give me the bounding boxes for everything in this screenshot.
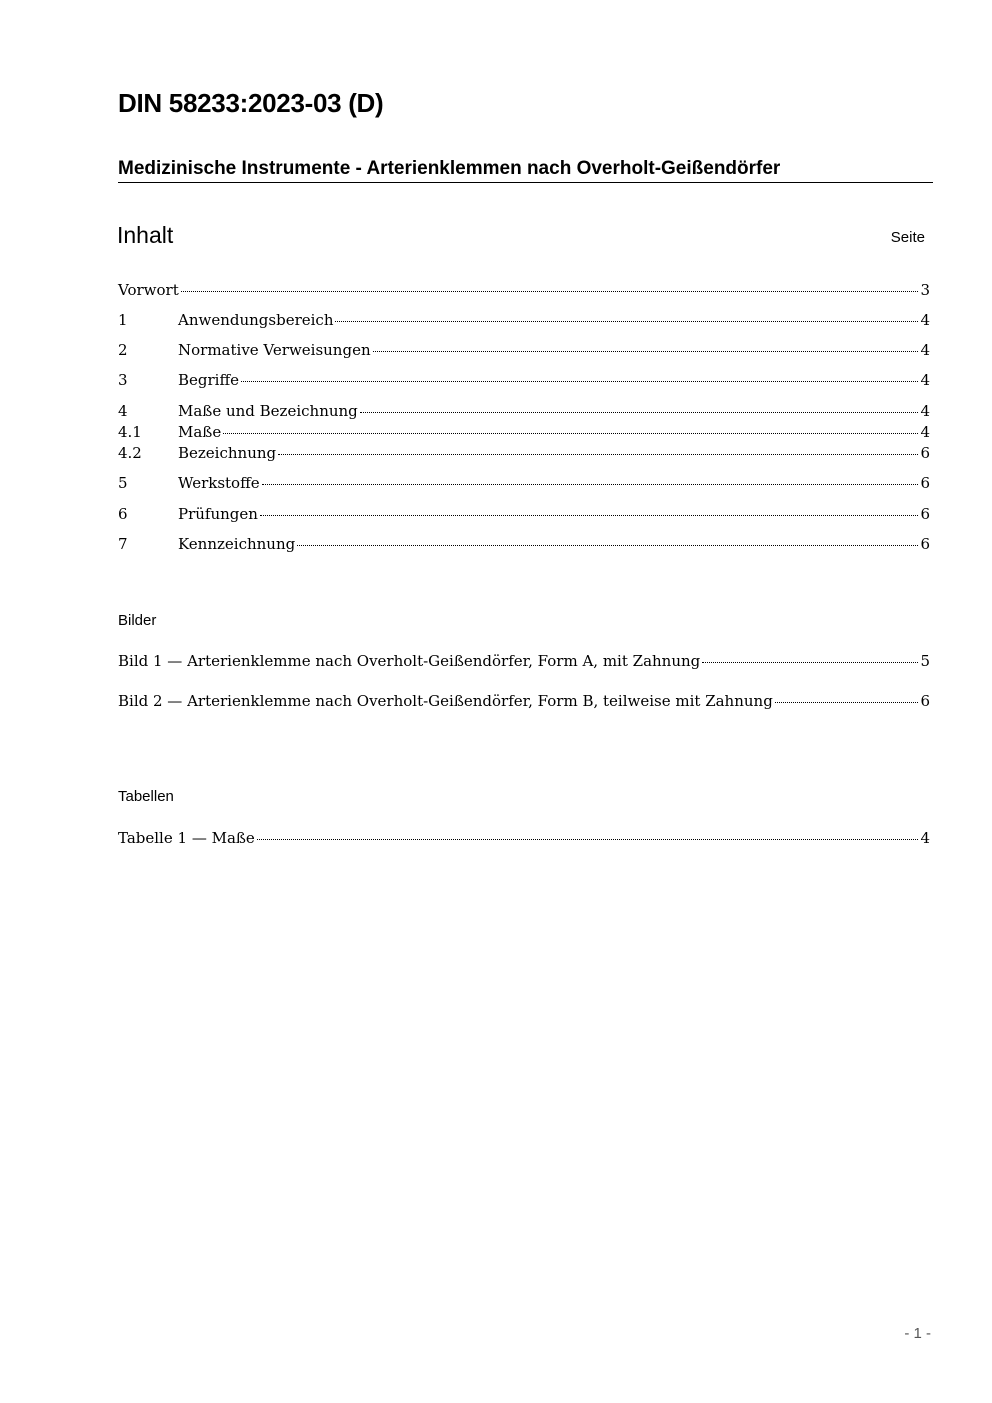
toc-entry-number: 4 <box>118 402 128 420</box>
toc-entry-page: 4 <box>920 402 930 420</box>
toc-entry-title: Bezeichnung <box>178 444 277 462</box>
document-title: Medizinische Instrumente - Arterienklemmen nach Overholt-Geißendörfer <box>118 158 933 183</box>
dot-leader <box>257 839 919 840</box>
toc-entry-number: 1 <box>118 311 128 329</box>
toc-entry-title: Kennzeichnung <box>178 535 296 553</box>
toc-entry-title: Vorwort <box>118 281 179 299</box>
toc-entry-title: Anwendungsbereich <box>178 311 334 329</box>
toc-entry-page: 6 <box>920 444 930 462</box>
figure-entry-2[interactable] <box>118 692 930 710</box>
dot-leader <box>260 515 919 516</box>
toc-entry-page: 6 <box>920 474 930 492</box>
toc-heading: Inhalt <box>117 222 174 248</box>
toc-entry-page: 6 <box>920 505 930 523</box>
toc-entry-title: Prüfungen <box>178 505 258 523</box>
toc-entry-page: 4 <box>920 423 930 441</box>
dot-leader <box>241 381 918 382</box>
toc-entry-5[interactable] <box>118 474 930 492</box>
toc-entry-number: 4.1 <box>118 423 142 441</box>
toc-entry-number: 7 <box>118 535 128 553</box>
document-id: DIN 58233:2023-03 (D) <box>118 88 384 118</box>
toc-entry-page: 6 <box>920 535 930 553</box>
toc-entry-page: 4 <box>920 341 930 359</box>
dot-leader <box>278 454 918 455</box>
toc-entry-title: Begriffe <box>178 371 240 389</box>
figure-entry-1[interactable] <box>118 652 930 670</box>
figures-section-label: Bilder <box>118 612 157 629</box>
tables-section-label: Tabellen <box>118 788 174 805</box>
toc-entry-number: 6 <box>118 505 128 523</box>
table-entry-page: 4 <box>920 829 930 847</box>
table-entry-title: Tabelle 1 — Maße <box>118 829 255 847</box>
toc-entry-4[interactable] <box>118 402 930 420</box>
toc-entry-title: Maße <box>178 423 222 441</box>
dot-leader <box>373 351 919 352</box>
toc-entry-title: Maße und Bezeichnung <box>178 402 358 420</box>
toc-entry-2[interactable] <box>118 341 930 359</box>
toc-entry-6[interactable] <box>118 505 930 523</box>
toc-entry-4-2[interactable] <box>118 444 930 462</box>
dot-leader <box>702 662 918 663</box>
toc-entry-title: Normative Verweisungen <box>178 341 371 359</box>
figure-entry-title: Bild 2 — Arterienklemme nach Overholt-Geißendörfer, Form B, teilweise mit Zahnung <box>118 692 773 710</box>
toc-entry-vorwort[interactable] <box>118 281 930 299</box>
dot-leader <box>297 545 918 546</box>
toc-entry-page: 4 <box>920 371 930 389</box>
page-number: - 1 - <box>904 1325 931 1342</box>
toc-entry-number: 5 <box>118 474 128 492</box>
toc-entry-title: Werkstoffe <box>178 474 260 492</box>
dot-leader <box>360 412 919 413</box>
figure-entry-page: 5 <box>920 652 930 670</box>
table-entry-1[interactable] <box>118 829 930 847</box>
toc-entry-1[interactable] <box>118 311 930 329</box>
toc-entry-page: 4 <box>920 311 930 329</box>
toc-entry-number: 3 <box>118 371 128 389</box>
dot-leader <box>775 702 919 703</box>
toc-entry-4-1[interactable] <box>118 423 930 441</box>
toc-entry-number: 4.2 <box>118 444 142 462</box>
dot-leader <box>181 291 919 292</box>
toc-entry-3[interactable] <box>118 371 930 389</box>
dot-leader <box>223 433 918 434</box>
figure-entry-title: Bild 1 — Arterienklemme nach Overholt-Geißendörfer, Form A, mit Zahnung <box>118 652 701 670</box>
toc-entry-number: 2 <box>118 341 128 359</box>
toc-entry-page: 3 <box>920 281 930 299</box>
dot-leader <box>335 321 918 322</box>
dot-leader <box>262 484 919 485</box>
page-column-label: Seite <box>890 229 925 246</box>
figure-entry-page: 6 <box>920 692 930 710</box>
toc-entry-7[interactable] <box>118 535 930 553</box>
